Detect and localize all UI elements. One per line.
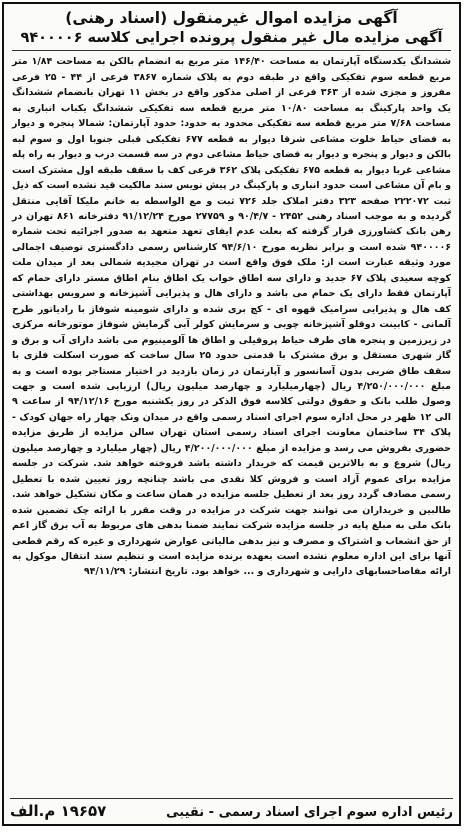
notice-signature: رئیس اداره سوم اجرای اسناد رسمی - نقیبی bbox=[166, 805, 453, 820]
auction-notice bbox=[2, 2, 461, 826]
notice-code: ۱۹۶۵۷ م.الف bbox=[10, 802, 107, 820]
notice-body: ششدانگ یکدستگاه آپارتمان به مساحت ۱۴۶/۴۰ متر مربع به انضمام بالکن به مساحت ۱/۸۴ متر مربع قطعه سوم تفکیکی واقع در طبقه دوم به پلاک شماره ۳۸۶۷ فرعی از ۴۴ - ۲۵ فرعی مفروز و مجزی شده از ۳۶۳ فرعی از اصلی مذکور واقع در بخش ۱۱ تهران بانضمام ششدانگ یک واحد پارکینگ به مساحت ۱۰/۸۰ متر مربع قطعه سه تفکیکی ششدانگ یکباب انباری به مساحت ۷/۶۸ متر مربع قطعه سه تفکیکی محدود به حدود: حدود آپارتمان: شمالا پنجره و دیوار به فضای حیاط خلوت مشاعی شرقا دیوار به قطعه ۶۷۷ تفکیکی قبلی جنوبا اول و سوم لبه بالکن و دیوار و پنجره و دیوار به فضای حیاط مشاعی دوم در سه قسمت درب و دیوار به راه پله مشاعی غربا دیوار به قطعه ۶۷۵ تفکیکی پلاک ۳۶۲ فرعی کف با سقف طبقه اول مشترک است و بام آن مشاعی است حدود انباری و پارکینگ در پیش نویس سند مالکیت قید نشده است که ذیل ثبت ۲۲۲۰۷۲ صفحه ۳۲۳ دفتر املاک جلد ۷۲۶ ثبت و مع الواسطه به خانم ملیکا آقایی منتقل گردیده و به موجب اسناد رهنی ۲۴۵۲ - ۹۰/۴/۷ و ۲۷۷۵۹ مورخ ۹۱/۱۲/۲۴ دفترخانه ۸۶۱ تهران در رهن بانک کشاورزی قرار گرفته که بعلت عدم ایفای تعهد متعهد به صدور اجرائیه تحت شماره ۹۴۰۰۰۰۶ شده است و برابر نظریه مورخ ۹۴/۶/۱۰ کارشناس رسمی دادگستری توصیف اجمالی مورد وثیقه عبارت است از: ملک فوق واقع است در تهران مجیدیه شمالی بعد از میدان ملت کوچه سعیدی پلاک ۶۷ جدید و دارای سه اطاق خواب یک اطاق بنام اطاق مستر دارای حمام که آپارتمان فقط دارای یک حمام می باشد و دارای هال و پذیرایی آشپزخانه و سرویس بهداشتی کف هال و پذیرایی سرامیک قهوه ای - کچ بری شده و دارای شومینه شوفاژ با رادیاتور طرح آلمانی - کابینت دوقلو آشپزخانه چوبی و سرمایش کولر آبی گرمایش شوفاژ موتورخانه مرکزی در زیرزمین و پنجره های طرف حیاط پروفیلی و اطاق ها آلومینیوم می باشد دارای آب و برق و گاز شهری مستقل و برق مشترک با قدمتی حدود ۲۵ سال ساخت که صورت اسکلت فلزی با سقف طاق ضربی بدون آسانسور و آپارتمان در زمان بازدید در اختیار مستاجر بوده است و به مبلغ ۴/۲۵۰/۰۰۰/۰۰۰ ریال (چهارمیلیارد و چهارصد میلیون ریال) ارزیابی شده است و جهت وصول طلب بانک و حقوق دولتی کلاسه فوق الذکر در روز یکشنبه مورخ ۹۴/۱۲/۱۶ از ساعت ۹ الی ۱۲ ظهر در محل اداره سوم اجرای اسناد رسمی واقع در میدان ونک چهار راه جهان کودک - پلاک ۳۴ ساختمان معاونت اجرای اسناد رسمی استان تهران سالن مزایده از طریق مزایده حضوری بفروش می رسد و مزایده از مبلغ ۴/۲۰۰/۰۰۰/۰۰۰ ریال (چهار میلیارد و چهارصد میلیون ریال) شروع و به بالاترین قیمت که خریدار داشته باشد فروخته خواهد شد. شرکت در جلسه مزایده برای عموم آزاد است و فروش کلا نقدی می باشد چنانچه روز تعیین شده با تعطیل رسمی مصادف گردد روز بعد از تعطیل جلسه مزایده در همان ساعت و مکان تشکیل خواهد شد. طالبین و خریداران می توانند جهت شرکت در مزایده در وقت مقرر با ارائه چک تضمین شده بانک ملی به مبلغ پایه در جلسه مزایده شرکت نمایند ضمنا بدهی های مربوط به آب برق گاز اعم از حق انشعاب و اشتراک و مصرف و نیز بدهی مالیاتی عوارض شهرداری و غیره که رقم قطعی آنها برای این اداره معلوم نشده است بعهده برنده مزایده است و تنظیم سند انتقال موکول به ارائه مفاصاحسابهای دارایی و شهرداری و ... خواهد بود. تاریخ انتشار: ۹۴/۱۱/۲۹ bbox=[12, 56, 452, 578]
notice-subtitle: آگهی مزایده مال غیر منقول پرونده اجرایی کلاسه ۹۴۰۰۰۰۶ bbox=[12, 30, 451, 52]
notice-footer bbox=[10, 798, 453, 820]
notice-title: آگهی مزایده اموال غیرمنقول (اسناد رهنی) bbox=[65, 9, 398, 27]
